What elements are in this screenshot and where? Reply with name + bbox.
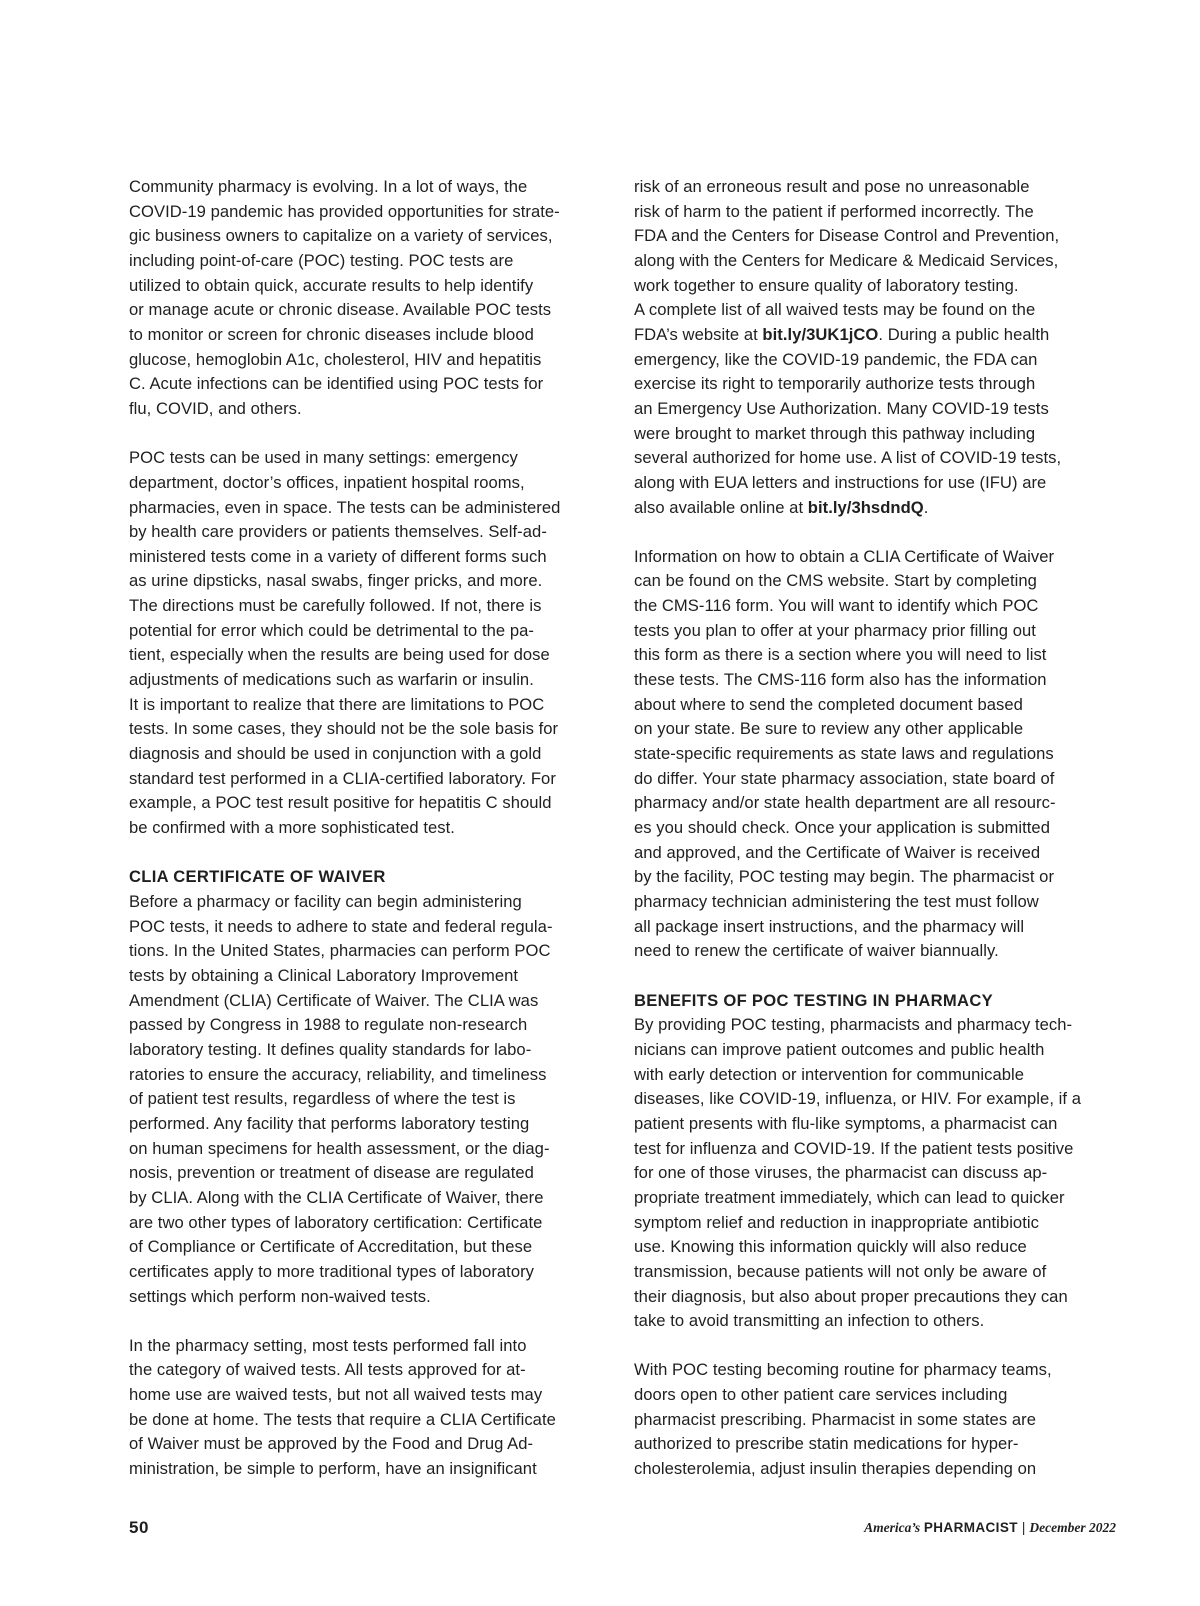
paragraph-gap (634, 520, 1116, 545)
text-line: with early detection or intervention for communicable (634, 1064, 1025, 1084)
paragraph-waived-continued (634, 175, 1116, 323)
link-waived-tests[interactable]: bit.ly/3UK1jCO (762, 324, 879, 344)
text-line: test for influenza and COVID-19. If the patient tests positive (634, 1138, 1074, 1158)
text-line: an Emergency Use Authorization. Many COVID-19 tests (634, 398, 1049, 418)
text-line: by health care providers or patients themselves. Self-ad- (129, 522, 547, 542)
text-line: symptom relief and reduction in inappropriate antibiotic (634, 1212, 1039, 1232)
text-line: doors open to other patient care services including (634, 1385, 1008, 1405)
page-footer (129, 1518, 1116, 1542)
text-line: With POC testing becoming routine for pharmacy teams, (634, 1360, 1052, 1380)
paragraph-waived-tests (129, 1334, 609, 1482)
text-line: use. Knowing this information quickly will also reduce (634, 1237, 1027, 1257)
left-column (129, 175, 609, 1482)
page-number: 50 (129, 1518, 149, 1537)
text-line: settings which perform non-waived tests. (129, 1286, 431, 1306)
text-line: diseases, like COVID-19, influenza, or HIV. For example, if a (634, 1089, 1081, 1109)
text-fragment: FDA’s website at (634, 324, 763, 344)
text-line: COVID-19 pandemic has provided opportunities for strate- (129, 201, 560, 221)
text-line: A complete list of all waived tests may be found on the (634, 300, 1036, 320)
text-line: adjustments of medications such as warfarin or insulin. (129, 670, 534, 690)
text-line: flu, COVID, and others. (129, 398, 302, 418)
text-line: utilized to obtain quick, accurate results to help identify (129, 275, 534, 295)
text-line: diagnosis and should be used in conjunction with a gold (129, 744, 542, 764)
text-line: transmission, because patients will not only be aware of (634, 1261, 1047, 1281)
paragraph-prescribing (634, 1358, 1116, 1481)
text-line: take to avoid transmitting an infection to others. (634, 1311, 985, 1331)
text-line: or manage acute or chronic disease. Available POC tests (129, 300, 552, 320)
text-line: It is important to realize that there are limitations to POC (129, 694, 545, 714)
text-line: Amendment (CLIA) Certificate of Waiver. The CLIA was (129, 990, 539, 1010)
text-line: to monitor or screen for chronic diseases include blood (129, 324, 534, 344)
text-line: glucose, hemoglobin A1c, cholesterol, HIV and hepatitis (129, 349, 542, 369)
text-line: standard test performed in a CLIA-certified laboratory. For (129, 768, 556, 788)
text-line: and approved, and the Certificate of Waiver is received (634, 842, 1041, 862)
section-heading-benefits: BENEFITS OF POC TESTING IN PHARMACY (634, 990, 993, 1010)
text-line: for one of those viruses, the pharmacist can discuss ap- (634, 1163, 1048, 1183)
text-line-covid-link (634, 496, 1116, 521)
text-line-fda-link (634, 323, 1116, 348)
text-line: es you should check. Once your application is submitted (634, 818, 1050, 838)
text-line: do differ. Your state pharmacy association, state board of (634, 768, 1055, 788)
text-line: nosis, prevention or treatment of disease are regulated (129, 1163, 534, 1183)
paragraph-intro (129, 175, 609, 422)
text-line: state-specific requirements as state laws and regulations (634, 744, 1054, 764)
text-line: were brought to market through this pathway including (634, 423, 1036, 443)
text-line: C. Acute infections can be identified using POC tests for (129, 374, 544, 394)
text-line: of Compliance or Certificate of Accreditation, but these (129, 1237, 533, 1257)
text-line: all package insert instructions, and the pharmacy will (634, 916, 1025, 936)
text-line: tests. In some cases, they should not be the sole basis for (129, 719, 559, 739)
text-line: passed by Congress in 1988 to regulate non-research (129, 1015, 528, 1035)
text-line: tions. In the United States, pharmacies can perform POC (129, 941, 551, 961)
text-line: pharmacies, even in space. The tests can be administered (129, 497, 561, 517)
text-line: cholesterolemia, adjust insulin therapies depending on (634, 1459, 1037, 1479)
text-line: pharmacy technician administering the test must follow (634, 892, 1039, 912)
text-line: including point-of-care (POC) testing. POC tests are (129, 250, 514, 270)
text-line: risk of an erroneous result and pose no unreasonable (634, 177, 1030, 196)
text-line: home use are waived tests, but not all waived tests may (129, 1385, 543, 1405)
text-line: on human specimens for health assessment, or the diag- (129, 1138, 550, 1158)
text-line: Before a pharmacy or facility can begin administering (129, 892, 522, 911)
paragraph-settings (129, 446, 609, 841)
text-line: can be found on the CMS website. Start by completing (634, 571, 1037, 591)
link-covid-tests[interactable]: bit.ly/3hsdndQ (807, 497, 924, 517)
text-line: of Waiver must be approved by the Food and Drug Ad- (129, 1434, 534, 1454)
text-line: propriate treatment immediately, which can lead to quicker (634, 1187, 1065, 1207)
paragraph-gap (634, 964, 1116, 989)
text-fragment: . (923, 497, 929, 517)
text-line: emergency, like the COVID-19 pandemic, the FDA can (634, 349, 1038, 369)
text-line: several authorized for home use. A list of COVID-19 tests, (634, 448, 1062, 468)
paragraph-clia (129, 890, 609, 1309)
text-line: be confirmed with a more sophisticated test. (129, 818, 455, 838)
publication-name-italic: America’s (864, 1520, 921, 1535)
text-line: pharmacy and/or state health department are all resourc- (634, 793, 1056, 813)
text-line: be done at home. The tests that require a CLIA Certificate (129, 1409, 556, 1429)
text-line: patient presents with flu-like symptoms, a pharmacist can (634, 1113, 1058, 1133)
text-line: tests you plan to offer at your pharmacy prior filling out (634, 620, 1036, 640)
text-line: tient, especially when the results are being used for dose (129, 645, 550, 665)
footer-separator: | (1021, 1520, 1026, 1535)
text-line: these tests. The CMS-116 form also has the information (634, 670, 1047, 690)
section-heading-clia: CLIA CERTIFICATE OF WAIVER (129, 867, 386, 887)
text-line: are two other types of laboratory certification: Certificate (129, 1212, 543, 1232)
paragraph-benefits (634, 1013, 1116, 1334)
text-line: along with the Centers for Medicare & Medicaid Services, (634, 250, 1059, 270)
text-line: the CMS-116 form. You will want to identify which POC (634, 596, 1039, 616)
text-line: In the pharmacy setting, most tests performed fall into (129, 1335, 527, 1355)
text-line: as urine dipsticks, nasal swabs, finger pricks, and more. (129, 571, 543, 591)
text-line: performed. Any facility that performs laboratory testing (129, 1113, 530, 1133)
text-line: the category of waived tests. All tests approved for at- (129, 1360, 526, 1380)
publication-name-caps: PHARMACIST (923, 1520, 1018, 1535)
text-line: this form as there is a section where you will need to list (634, 645, 1047, 665)
paragraph-gap (129, 1309, 609, 1334)
text-fragment: also available online at (634, 497, 808, 517)
text-line: gic business owners to capitalize on a variety of services, (129, 226, 553, 246)
text-line: need to renew the certificate of waiver biannually. (634, 941, 999, 961)
text-line: pharmacist prescribing. Pharmacist in some states are (634, 1409, 1036, 1429)
text-line: on your state. Be sure to review any other applicable (634, 719, 1024, 739)
text-line: Community pharmacy is evolving. In a lot of ways, the (129, 177, 528, 196)
running-footer (864, 1520, 1116, 1536)
text-line: Information on how to obtain a CLIA Certificate of Waiver (634, 546, 1055, 566)
text-line: exercise its right to temporarily authorize tests through (634, 374, 1036, 394)
text-line: work together to ensure quality of laboratory testing. (634, 275, 1019, 295)
paragraph-eua (634, 348, 1116, 496)
text-line: laboratory testing. It defines quality standards for labo- (129, 1039, 532, 1059)
paragraph-gap (129, 422, 609, 447)
text-line: ratories to ensure the accuracy, reliability, and timeliness (129, 1064, 547, 1084)
paragraph-gap (634, 1334, 1116, 1359)
text-line: ministration, be simple to perform, have an insignificant (129, 1459, 537, 1479)
text-line: example, a POC test result positive for hepatitis C should (129, 793, 552, 813)
text-line: POC tests can be used in many settings: emergency (129, 448, 518, 468)
text-line: of patient test results, regardless of where the test is (129, 1089, 516, 1109)
text-line: certificates apply to more traditional types of laboratory (129, 1261, 535, 1281)
text-line: tests by obtaining a Clinical Laboratory Improvement (129, 965, 519, 985)
text-line: authorized to prescribe statin medications for hyper- (634, 1434, 1019, 1454)
text-line: by CLIA. Along with the CLIA Certificate of Waiver, there (129, 1187, 544, 1207)
text-line: their diagnosis, but also about proper precautions they can (634, 1286, 1068, 1306)
text-line: POC tests, it needs to adhere to state and federal regula- (129, 916, 553, 936)
text-line: By providing POC testing, pharmacists and pharmacy tech- (634, 1015, 1073, 1035)
text-line: by the facility, POC testing may begin. The pharmacist or (634, 867, 1055, 887)
text-line: potential for error which could be detrimental to the pa- (129, 620, 535, 640)
text-line: The directions must be carefully followed. If not, there is (129, 596, 542, 616)
paragraph-gap (129, 841, 609, 866)
right-column (634, 175, 1116, 1482)
text-line: ministered tests come in a variety of different forms such (129, 546, 547, 566)
text-fragment: . During a public health (878, 324, 1050, 344)
text-line: nicians can improve patient outcomes and public health (634, 1039, 1045, 1059)
text-line: FDA and the Centers for Disease Control and Prevention, (634, 226, 1060, 246)
paragraph-cms-116 (634, 545, 1116, 964)
text-line: risk of harm to the patient if performed incorrectly. The (634, 201, 1034, 221)
issue-date: December 2022 (1029, 1520, 1116, 1535)
text-line: department, doctor’s offices, inpatient hospital rooms, (129, 472, 525, 492)
text-line: about where to send the completed document based (634, 694, 1023, 714)
text-line: along with EUA letters and instructions for use (IFU) are (634, 472, 1047, 492)
